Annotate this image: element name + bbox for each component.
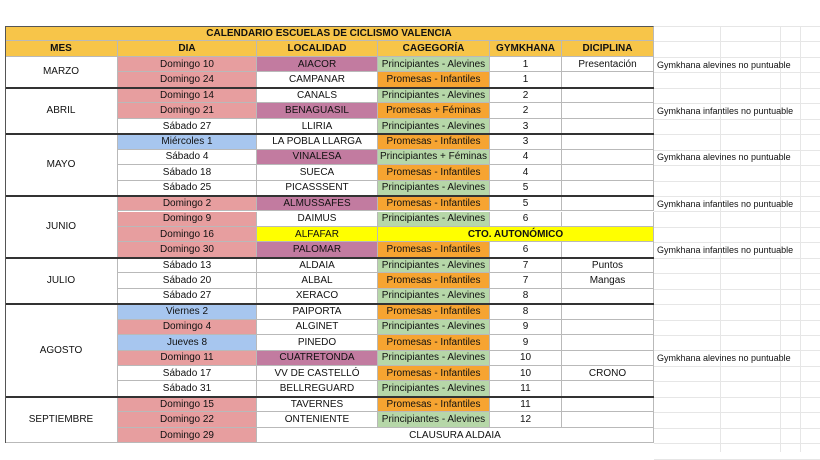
discipline-cell	[562, 88, 654, 103]
category-cell: Principiantes - Alevines	[378, 381, 490, 396]
gymkhana-cell: 11	[490, 397, 562, 412]
note-cell: Gymkhana alevines no puntuable	[657, 152, 791, 163]
discipline-cell	[562, 289, 654, 304]
day-cell: Sábado 20	[118, 273, 257, 288]
column-header: DICIPLINA	[562, 41, 654, 57]
gymkhana-cell: 5	[490, 181, 562, 196]
locality-cell: PINEDO	[257, 335, 378, 350]
locality-cell: ALGINET	[257, 320, 378, 335]
gridline	[654, 26, 820, 27]
day-cell: Domingo 22	[118, 412, 257, 427]
discipline-cell	[562, 242, 654, 257]
gymkhana-cell: 7	[490, 258, 562, 273]
gymkhana-cell: 10	[490, 351, 562, 366]
locality-cell: TAVERNES	[257, 397, 378, 412]
gymkhana-cell: 9	[490, 335, 562, 350]
day-cell: Sábado 27	[118, 289, 257, 304]
gymkhana-cell: 2	[490, 88, 562, 103]
discipline-cell	[562, 320, 654, 335]
note-cell	[654, 212, 800, 227]
day-cell: Domingo 10	[118, 57, 257, 72]
day-cell: Domingo 11	[118, 351, 257, 366]
gymkhana-cell: 6	[490, 242, 562, 257]
category-cell: Promesas - Infantiles	[378, 273, 490, 288]
category-cell: Promesas + Féminas	[378, 103, 490, 118]
month-cell: JUNIO	[5, 196, 118, 258]
locality-cell: BELLREGUARD	[257, 381, 378, 396]
note-cell: Gymkhana infantiles no puntuable	[657, 245, 794, 256]
category-cell: Promesas - Infantiles	[378, 196, 490, 211]
closing-cell: CLAUSURA ALDAIA	[257, 428, 654, 443]
locality-cell: SUECA	[257, 165, 378, 180]
discipline-cell	[562, 397, 654, 412]
note-cell: Gymkhana infantiles no puntuable	[657, 106, 794, 117]
note-cell	[654, 165, 800, 180]
column-header: LOCALIDAD	[257, 41, 378, 57]
note-cell	[654, 258, 800, 273]
category-cell: Promesas - Infantiles	[378, 242, 490, 257]
locality-cell: PAIPORTA	[257, 304, 378, 319]
locality-cell: PICASSSENT	[257, 181, 378, 196]
month-divider	[5, 396, 654, 398]
note-cell: Gymkhana alevines no puntuable	[657, 59, 791, 70]
category-cell: Principiantes - Alevines	[378, 412, 490, 427]
locality-cell: CAMPANAR	[257, 72, 378, 87]
note-cell	[654, 119, 800, 134]
note-cell	[654, 88, 800, 103]
month-cell: MARZO	[5, 57, 118, 88]
gymkhana-cell: 1	[490, 72, 562, 87]
gymkhana-cell: 11	[490, 381, 562, 396]
gridline	[654, 459, 820, 460]
day-cell: Domingo 14	[118, 88, 257, 103]
note-cell	[654, 320, 800, 335]
day-cell: Sábado 18	[118, 165, 257, 180]
discipline-cell: Presentación	[562, 57, 654, 72]
gridline	[800, 26, 801, 452]
day-cell: Miércoles 1	[118, 134, 257, 149]
category-cell: Promesas - Infantiles	[378, 304, 490, 319]
table-border	[5, 26, 6, 443]
gridline	[654, 41, 820, 42]
month-divider	[5, 195, 654, 197]
locality-cell: VV DE CASTELLÓ	[257, 366, 378, 381]
month-divider	[5, 133, 654, 135]
day-cell: Domingo 9	[118, 212, 257, 227]
day-cell: Sábado 27	[118, 119, 257, 134]
note-cell	[654, 428, 800, 443]
note-cell: Gymkhana infantiles no puntuable	[657, 198, 794, 209]
day-cell: Domingo 21	[118, 103, 257, 118]
discipline-cell	[562, 150, 654, 165]
discipline-cell	[562, 134, 654, 149]
note-cell	[654, 335, 800, 350]
category-cell: Principiantes - Alevines	[378, 212, 490, 227]
category-cell: Principiantes - Alevines	[378, 119, 490, 134]
category-cell: Principiantes + Féminas	[378, 150, 490, 165]
discipline-cell	[562, 212, 654, 227]
category-cell: Promesas - Infantiles	[378, 397, 490, 412]
month-divider	[5, 87, 654, 89]
note-cell	[654, 72, 800, 87]
category-cell: Promesas - Infantiles	[378, 165, 490, 180]
day-cell: Sábado 25	[118, 181, 257, 196]
month-cell: SEPTIEMBRE	[5, 397, 118, 443]
gymkhana-cell: 12	[490, 412, 562, 427]
discipline-cell	[562, 72, 654, 87]
table-title: CALENDARIO ESCUELAS DE CICLISMO VALENCIA	[5, 26, 654, 41]
discipline-cell: CRONO	[562, 366, 654, 381]
discipline-cell: Mangas	[562, 273, 654, 288]
day-cell: Jueves 8	[118, 335, 257, 350]
day-cell: Domingo 2	[118, 196, 257, 211]
gymkhana-cell: 4	[490, 150, 562, 165]
locality-cell: DAIMUS	[257, 212, 378, 227]
locality-cell: ALBAL	[257, 273, 378, 288]
column-header: CAGEGORÍA	[378, 41, 490, 57]
gymkhana-cell: 1	[490, 57, 562, 72]
note-cell	[654, 134, 800, 149]
note-cell	[654, 366, 800, 381]
locality-cell: ALDAIA	[257, 258, 378, 273]
gymkhana-cell: 8	[490, 304, 562, 319]
column-header: GYMKHANA	[490, 41, 562, 57]
discipline-cell	[562, 304, 654, 319]
locality-cell: VINALESA	[257, 150, 378, 165]
day-cell: Domingo 16	[118, 227, 257, 242]
day-cell: Domingo 29	[118, 428, 257, 443]
note-cell	[654, 227, 800, 242]
category-cell: Principiantes - Alevines	[378, 289, 490, 304]
category-cell: Principiantes - Alevines	[378, 181, 490, 196]
gymkhana-cell: 5	[490, 196, 562, 211]
category-cell: Promesas - Infantiles	[378, 366, 490, 381]
day-cell: Domingo 30	[118, 242, 257, 257]
category-cell: Promesas - Infantiles	[378, 335, 490, 350]
day-cell: Sábado 4	[118, 150, 257, 165]
month-cell: AGOSTO	[5, 304, 118, 397]
note-cell	[654, 412, 800, 427]
locality-cell: AIACOR	[257, 57, 378, 72]
discipline-cell	[562, 412, 654, 427]
category-cell: Principiantes - Alevines	[378, 320, 490, 335]
discipline-cell	[562, 381, 654, 396]
category-cell: Principiantes - Alevines	[378, 57, 490, 72]
gymkhana-cell: 7	[490, 273, 562, 288]
discipline-cell	[562, 196, 654, 211]
day-cell: Sábado 13	[118, 258, 257, 273]
category-cell: Principiantes - Alevines	[378, 258, 490, 273]
discipline-cell	[562, 119, 654, 134]
note-cell: Gymkhana alevines no puntuable	[657, 353, 791, 364]
gymkhana-cell: 3	[490, 134, 562, 149]
locality-cell: LA POBLA LLARGA	[257, 134, 378, 149]
day-cell: Viernes 2	[118, 304, 257, 319]
locality-cell: XERACO	[257, 289, 378, 304]
locality-cell: PALOMAR	[257, 242, 378, 257]
locality-cell: ALMUSSAFES	[257, 196, 378, 211]
locality-cell: CANALS	[257, 88, 378, 103]
gymkhana-cell: 8	[490, 289, 562, 304]
month-cell: ABRIL	[5, 88, 118, 134]
column-header: DIA	[118, 41, 257, 57]
locality-cell: ALFAFAR	[257, 227, 378, 242]
note-cell	[654, 289, 800, 304]
note-cell	[654, 273, 800, 288]
locality-cell: CUATRETONDA	[257, 351, 378, 366]
category-cell: Promesas - Infantiles	[378, 134, 490, 149]
note-cell	[654, 304, 800, 319]
gridline	[654, 443, 820, 444]
column-header: MES	[5, 41, 118, 57]
month-cell: MAYO	[5, 134, 118, 196]
category-cell: Principiantes - Alevines	[378, 351, 490, 366]
discipline-cell	[562, 103, 654, 118]
day-cell: Domingo 4	[118, 320, 257, 335]
category-cell: Promesas - Infantiles	[378, 72, 490, 87]
gymkhana-cell: 6	[490, 212, 562, 227]
month-divider	[5, 303, 654, 305]
month-divider	[5, 257, 654, 259]
discipline-cell	[562, 351, 654, 366]
note-cell	[654, 397, 800, 412]
gymkhana-cell: 10	[490, 366, 562, 381]
gymkhana-cell: 4	[490, 165, 562, 180]
gymkhana-cell: 2	[490, 103, 562, 118]
discipline-cell: Puntos	[562, 258, 654, 273]
note-cell	[654, 181, 800, 196]
day-cell: Domingo 24	[118, 72, 257, 87]
discipline-cell	[562, 165, 654, 180]
month-cell: JULIO	[5, 258, 118, 304]
gymkhana-cell: 3	[490, 119, 562, 134]
locality-cell: LLIRIA	[257, 119, 378, 134]
day-cell: Sábado 31	[118, 381, 257, 396]
day-cell: Sábado 17	[118, 366, 257, 381]
note-cell	[654, 381, 800, 396]
locality-cell: BENAGUASIL	[257, 103, 378, 118]
championship-cell: CTO. AUTONÓMICO	[378, 227, 654, 242]
discipline-cell	[562, 335, 654, 350]
locality-cell: ONTENIENTE	[257, 412, 378, 427]
category-cell: Principiantes - Alevines	[378, 88, 490, 103]
day-cell: Domingo 15	[118, 397, 257, 412]
gymkhana-cell: 9	[490, 320, 562, 335]
discipline-cell	[562, 181, 654, 196]
